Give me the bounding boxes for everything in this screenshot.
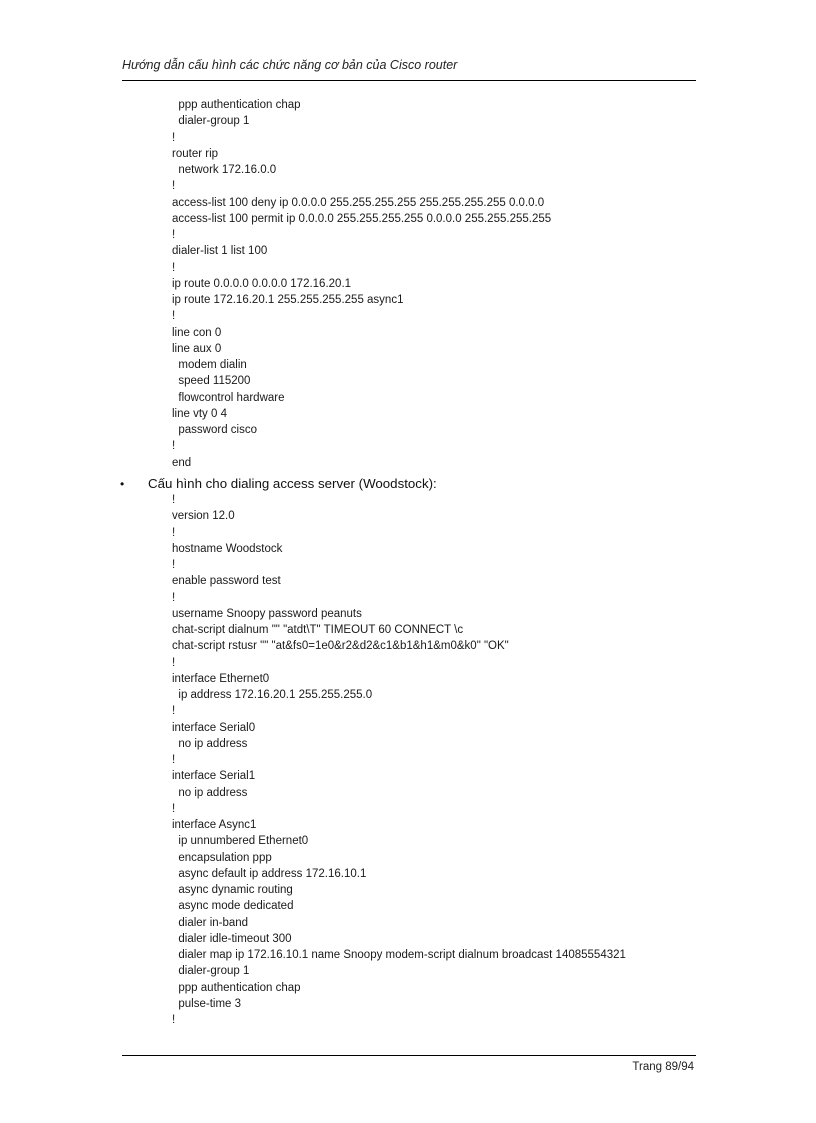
code-line: line vty 0 4 <box>172 407 227 420</box>
code-line: speed 115200 <box>172 375 251 388</box>
code-line: interface Async1 <box>172 819 257 831</box>
code-line: chat-script dialnum "" "atdt\T" TIMEOUT 60 CONNECT \c <box>172 624 464 636</box>
code-line: no ip address <box>172 737 248 750</box>
code-line: chat-script rstusr "" "at&fs0=1e0&r2&d2&c1&b1&h1&m0&k0" "OK" <box>172 640 509 653</box>
code-line: ! <box>172 261 176 274</box>
code-line: ppp authentication chap <box>172 99 301 111</box>
code-line: username Snoopy password peanuts <box>172 607 362 620</box>
code-line: interface Ethernet0 <box>172 672 270 685</box>
code-line: dialer-list 1 list 100 <box>172 245 268 258</box>
code-line: dialer in-band <box>172 916 249 929</box>
code-line: ! <box>172 494 176 506</box>
code-line: pulse-time 3 <box>172 997 242 1010</box>
config-listing-continued <box>172 97 551 471</box>
code-line: dialer map ip 172.16.10.1 name Snoopy modem-script dialnum broadcast 14085554321 <box>172 949 626 961</box>
code-line: ip route 172.16.20.1 255.255.255.255 async1 <box>172 294 404 306</box>
code-line: ! <box>172 310 176 323</box>
code-line: ! <box>172 656 176 669</box>
section-heading: Cấu hình cho dialing access server (Woodstock): <box>148 476 437 491</box>
footer-divider <box>122 1055 696 1056</box>
code-line: ! <box>172 526 176 539</box>
code-line: ! <box>172 591 176 604</box>
code-line: interface Serial1 <box>172 770 256 783</box>
code-line: access-list 100 permit ip 0.0.0.0 255.255.255.255 0.0.0.0 255.255.255.255 <box>172 212 552 225</box>
code-line: end <box>172 456 192 469</box>
code-line: ppp authentication chap <box>172 981 301 994</box>
code-line: async dynamic routing <box>172 884 293 896</box>
page-header-title: Hướng dẫn cấu hình các chức năng cơ bản của Cisco router <box>122 58 458 72</box>
code-line: encapsulation ppp <box>172 851 272 864</box>
woodstock-config-listing <box>172 492 626 1028</box>
code-line: router rip <box>172 147 219 160</box>
code-line: interface Serial0 <box>172 721 256 734</box>
bullet-icon: • <box>120 477 125 491</box>
code-line: version 12.0 <box>172 510 235 523</box>
header-divider <box>122 80 696 81</box>
code-line: ! <box>172 559 176 571</box>
code-line: modem dialin <box>172 359 247 371</box>
code-line: line aux 0 <box>172 342 222 355</box>
code-line: ! <box>172 802 176 815</box>
code-line: ! <box>172 1014 176 1026</box>
code-line: no ip address <box>172 786 248 799</box>
code-line: async default ip address 172.16.10.1 <box>172 867 367 880</box>
code-line: flowcontrol hardware <box>172 391 285 404</box>
code-line: enable password test <box>172 575 281 588</box>
code-line: hostname Woodstock <box>172 542 283 555</box>
code-line: ! <box>172 705 176 718</box>
code-line: ip address 172.16.20.1 255.255.255.0 <box>172 689 373 701</box>
code-line: dialer-group 1 <box>172 965 250 978</box>
code-line: ! <box>172 180 176 193</box>
code-line: dialer idle-timeout 300 <box>172 932 292 945</box>
code-line: ip route 0.0.0.0 0.0.0.0 172.16.20.1 <box>172 277 352 290</box>
code-line: ! <box>172 440 176 453</box>
code-line: line con 0 <box>172 326 222 339</box>
code-line: ! <box>172 754 176 766</box>
code-line: ! <box>172 229 176 241</box>
code-line: network 172.16.0.0 <box>172 164 277 176</box>
code-line: ! <box>172 131 176 144</box>
code-line: async mode dedicated <box>172 900 294 913</box>
page-number: Trang 89/94 <box>632 1061 694 1073</box>
code-line: password cisco <box>172 424 258 436</box>
code-line: access-list 100 deny ip 0.0.0.0 255.255.255.255 255.255.255.255 0.0.0.0 <box>172 196 545 209</box>
code-line: dialer-group 1 <box>172 115 250 128</box>
code-line: ip unnumbered Ethernet0 <box>172 835 309 848</box>
